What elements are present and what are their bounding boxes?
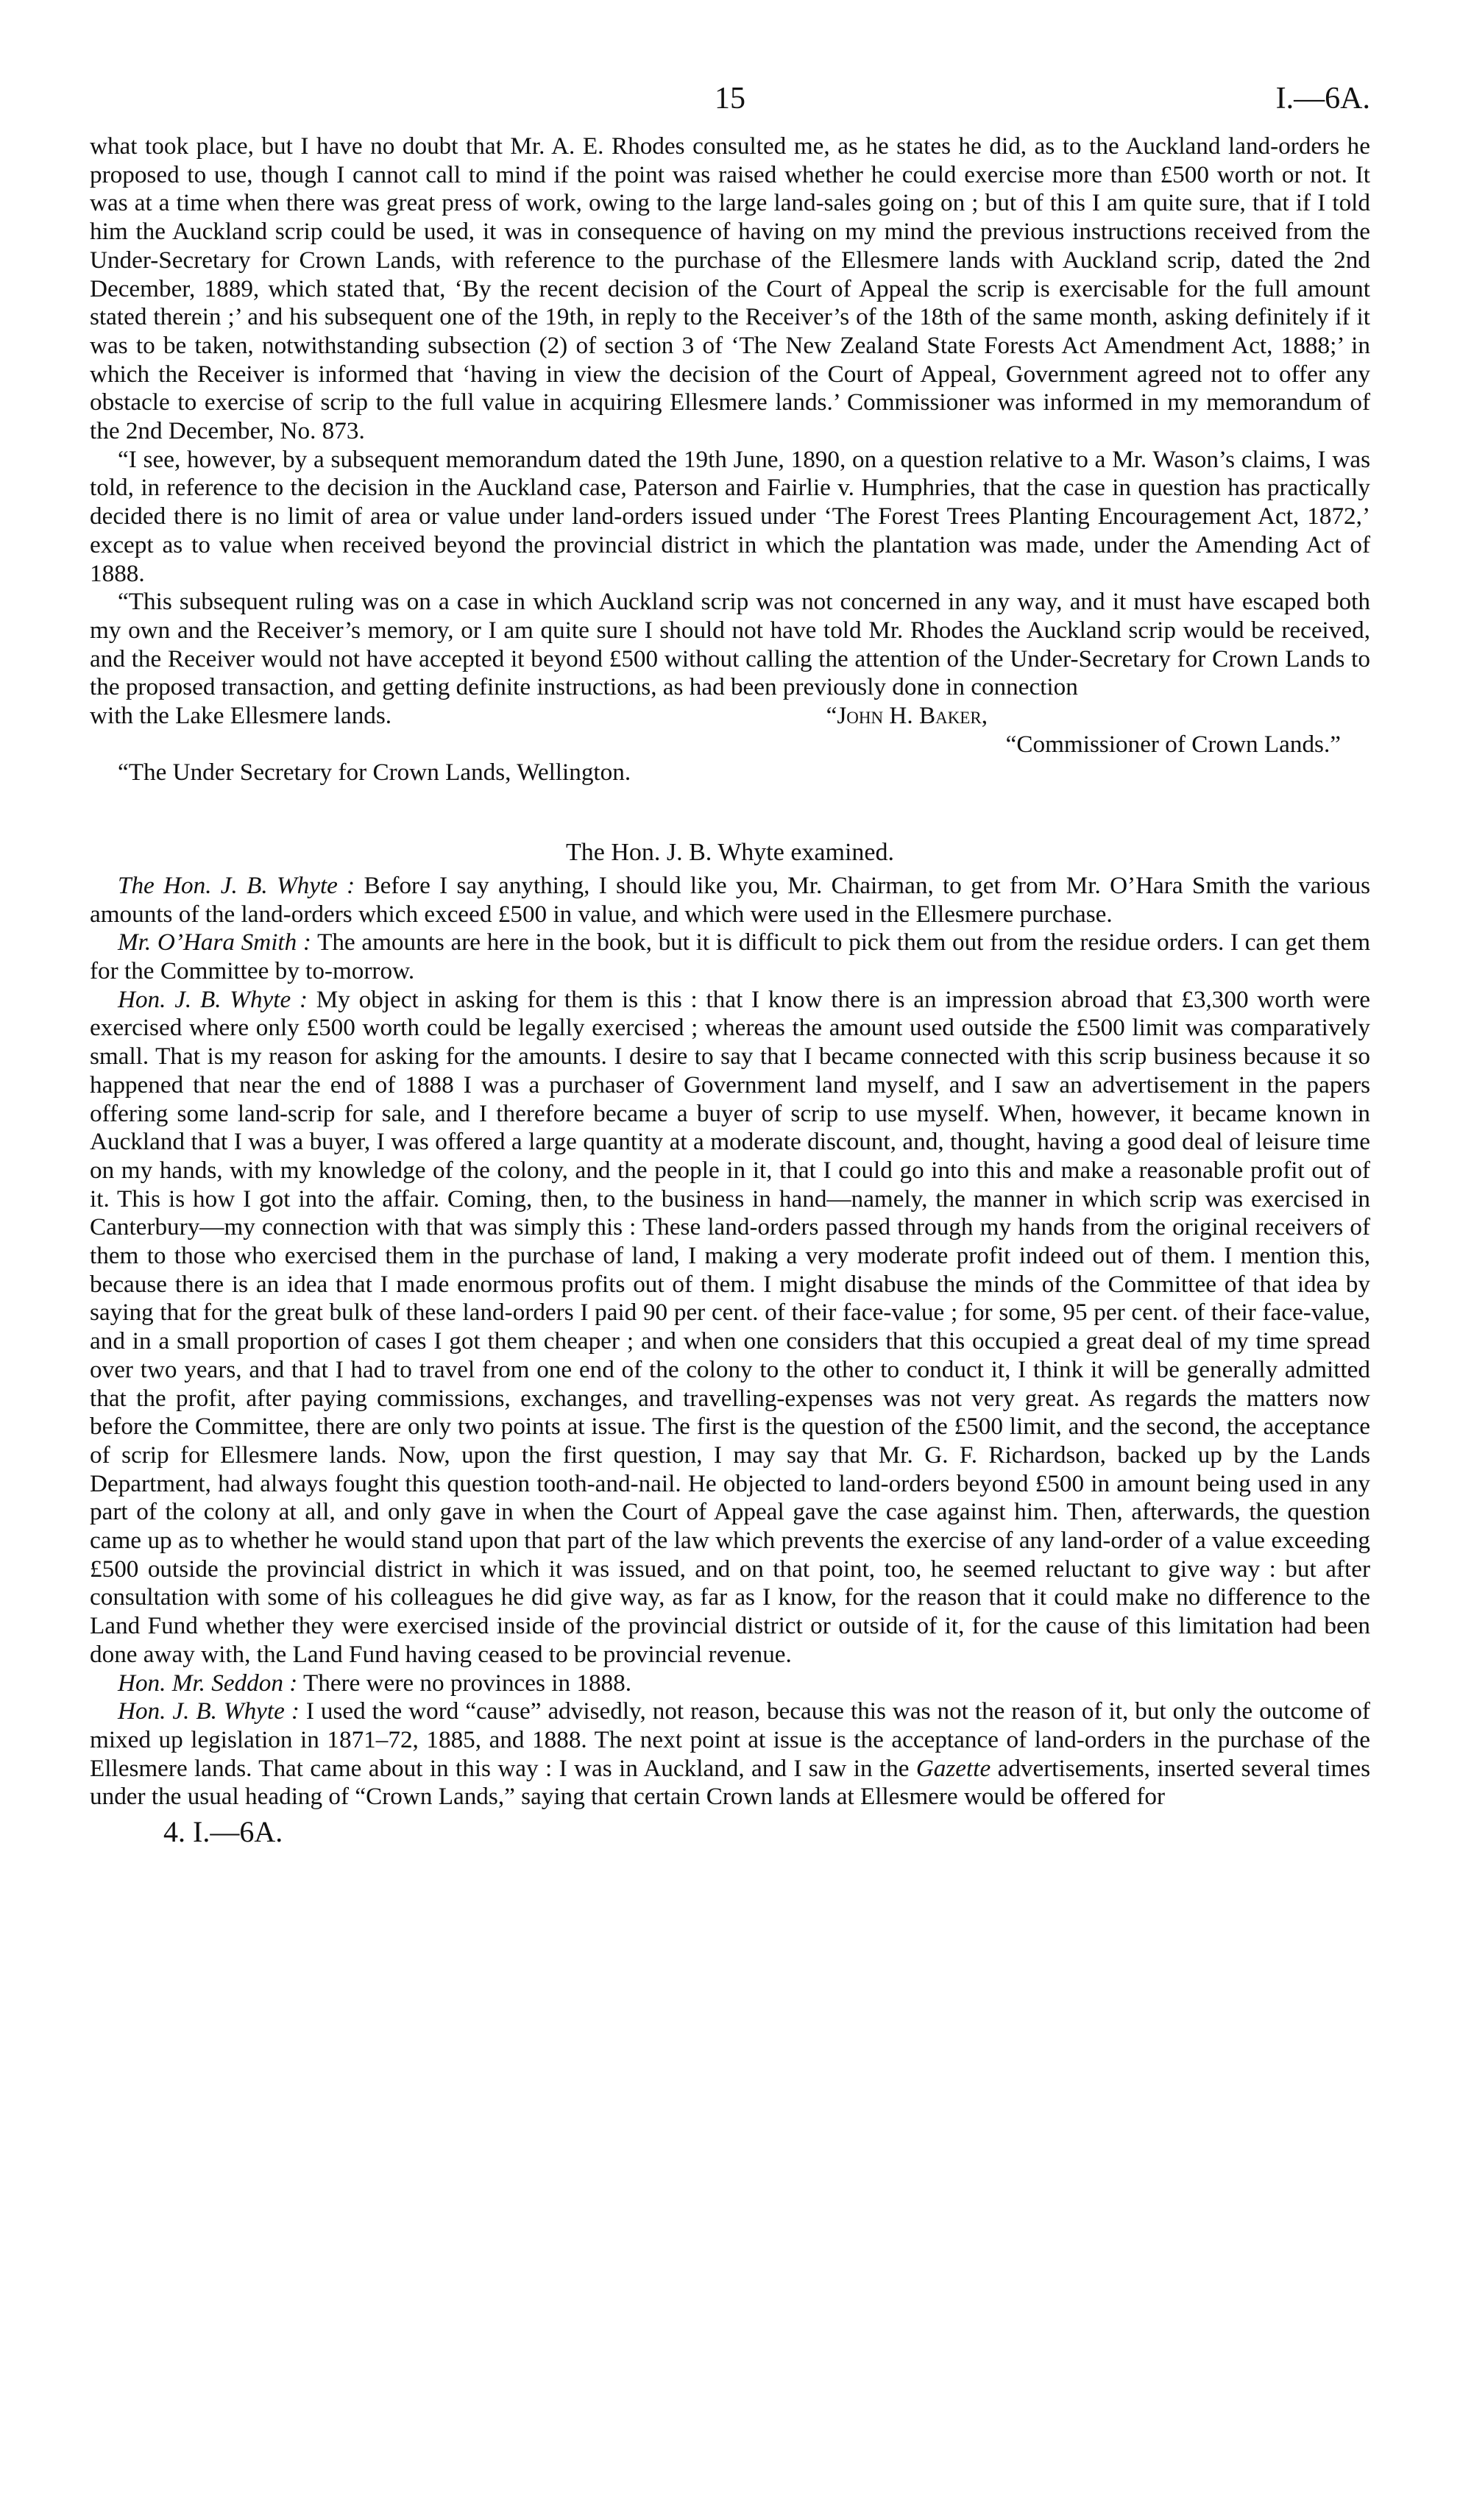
testimony-paragraph <box>90 1697 1370 1811</box>
paragraph-last-line: with the Lake Ellesmere lands. <box>90 702 392 730</box>
signature-title: “Commissioner of Crown Lands.” <box>1005 730 1341 758</box>
testimony-text: My object in asking for them is this : that I know there is an impression abroad that £3,300 worth were exercised where only £500 worth could be legally exercised ; whereas the amount used outside the £500 limit was comparatively small. That is my reason for asking for the amounts. I desire to say that I became connected with this scrip business because it so happened that near the end of 1888 I was a purchaser of Government land myself, and I saw an advertisement in the papers offering some land-scrip for sale, and I therefore became a buyer of scrip to use myself. When, however, it became known in Auckland that I was a buyer, I was offered a large quantity at a moderate discount, and, thought, having a good deal of leisure time on my hands, with my knowledge of the colony, and the people in it, that I could go into this and make a reasonable profit out of it. This is how I got into the affair. Coming, then, to the business in hand—namely, the manner in which scrip was exercised in Canterbury—my connection with that was simply this : These land-orders passed through my hands from the original receivers of them to those who exercised them in the purchase of land, I making a very moderate profit indeed out of them. I mention this, because there is an idea that I made enormous profits out of them. I might disabuse the minds of the Committee of that idea by saying that for the great bulk of these land-orders I paid 90 per cent. of their face-value ; for some, 95 per cent. of their face-value, and in a small proportion of cases I got them cheaper ; and when one considers that this occupied a great deal of my time spread over two years, and that I had to travel from one end of the colony to the other to conduct it, I think it will be generally admitted that the profit, after paying commissions, exchanges, and travelling-expenses was not very great. As regards the matters now before the Committee, there are only two points at issue. The first is the question of the £500 limit, and the second, the acceptance of scrip for Ellesmere lands. Now, upon the first question, I may say that Mr. G. F. Richardson, backed up by the Lands Department, had always fought this question tooth-and-nail. He objected to land-orders beyond £500 in amount being used in any part of the colony at all, and only gave in when the Court of Appeal gave the case against him. Then, afterwards, the question came up as to whether he would stand upon that part of the law which prevents the exercise of any land-order of a value exceeding £500 outside the provincial district in which it was issued, and on that point, too, he seemed reluctant to give way : but after consultation with some of his colleagues he did give way, as far as I know, for the reason that it could make no difference to the Land Fund whether they were exercised inside of the provincial district or outside of it, for the cause of this limitation had been done away with, the Land Fund having ceased to be provincial revenue. <box>90 985 1370 1668</box>
page-number: 15 <box>715 82 745 116</box>
speaker-name: Hon. J. B. Whyte : <box>118 1697 300 1725</box>
testimony-paragraph <box>90 986 1370 1669</box>
section-heading: The Hon. J. B. Whyte examined. <box>565 839 894 867</box>
paragraph-memorandum: “I see, however, by a subsequent memorandum dated the 19th June, 1890, on a question relative to a Mr. Wason’s claims, I was told, in reference to the decision in the Auckland case, Paterson and Fairlie v. Humphries, that the case in question has practically decided there is no limit of area or value under land-orders issued under ‘The Forest Trees Planting Encouragement Act, 1872,’ except as to value when received beyond the provincial district in which the plantation was made, under the Amending Act of 1888. <box>90 445 1370 587</box>
paragraph-subsequent-ruling: “This subsequent ruling was on a case in which Auckland scrip was not concerned in any way, and it must have escaped both my own and the Receiver’s memory, or I am quite sure I should not have told Mr. Rhodes the Auckland scrip would be received, and the Receiver would not have accepted it beyond £500 without calling the attention of the Under-Secretary for Crown Lands to the proposed transaction, and getting definite instructions, as had been previously done in connection <box>90 588 1370 701</box>
running-head <box>90 81 1370 132</box>
testimony-text: advertisements, inserted several times under the usual heading of “Crown Lands,” saying that certain Crown lands at Ellesmere would be offered for <box>90 1754 1370 1811</box>
speaker-name: Mr. O’Hara Smith : <box>118 929 311 956</box>
signature-line <box>90 702 1370 731</box>
testimony-text: The amounts are here in the book, but it is difficult to pick them out from the residue orders. I can get them for the Committee by to-morrow. <box>90 929 1371 984</box>
printer-signature-mark: 4. I.—6A. <box>163 1815 283 1849</box>
testimony-paragraph <box>90 929 1370 985</box>
testimony-text: There were no provinces in 1888. <box>297 1669 632 1697</box>
speaker-name: The Hon. J. B. Whyte : <box>118 871 355 899</box>
paragraph-continuation: what took place, but I have no doubt that Mr. A. E. Rhodes consulted me, as he states he did, as to the Auckland land-orders he proposed to use, though I cannot call to mind if the point was raised whether he could exercise more than £500 worth or not. It was at a time when there was great press of work, owing to the large land-sales going on ; but of this I am quite sure, that if I told him the Auckland scrip could be used, it was in consequence of having on my mind the previous instructions received from the Under-Secretary for Crown Lands, with reference to the purchase of the Ellesmere lands with Auckland scrip, dated the 2nd December, 1889, which stated that, ‘By the recent decision of the Court of Appeal the scrip is exercisable for the full amount stated therein ;’ and his subsequent one of the 19th, in reply to the Receiver’s of the 18th of the same month, asking definitely if it was to be taken, notwithstanding subsection (2) of section 3 of ‘The New Zealand State Forests Act Amendment Act, 1888;’ in which the Receiver is informed that ‘having in view the decision of the Court of Appeal, Government agreed not to offer any obstacle to exercise of scrip to the full value in acquiring Ellesmere lands.’ Commissioner was informed in my memorandum of the 2nd December, No. 873. <box>90 132 1370 445</box>
speaker-name: Hon. Mr. Seddon : <box>118 1669 298 1697</box>
testimony-paragraph <box>90 872 1370 929</box>
testimony-text: Before I say anything, I should like you, Mr. Chairman, to get from Mr. O’Hara Smith the various amounts of the land-orders which exceed £500 in value, and which were used in the Ellesmere purchase. <box>90 871 1370 928</box>
body-text <box>90 132 1370 1811</box>
document-reference: I.—6A. <box>1275 82 1370 116</box>
speaker-name: Hon. J. B. Whyte : <box>118 985 308 1013</box>
gazette-title: Gazette <box>915 1754 991 1782</box>
testimony-paragraph <box>90 1669 1370 1698</box>
spacer <box>90 787 1370 817</box>
signature-name: “John H. Baker, <box>826 702 988 730</box>
testimony-text: I used the word “cause” advisedly, not reason, because this was not the reason of it, but only the outcome of mixed up legislation in 1871–72, 1885, and 1888. The next point at issue is the acceptance of land-orders in the purchase of the Ellesmere lands. That came about in this way : I was in Auckland, and I saw in the <box>90 1697 1370 1782</box>
addressee: “The Under Secretary for Crown Lands, Wellington. <box>118 759 631 787</box>
